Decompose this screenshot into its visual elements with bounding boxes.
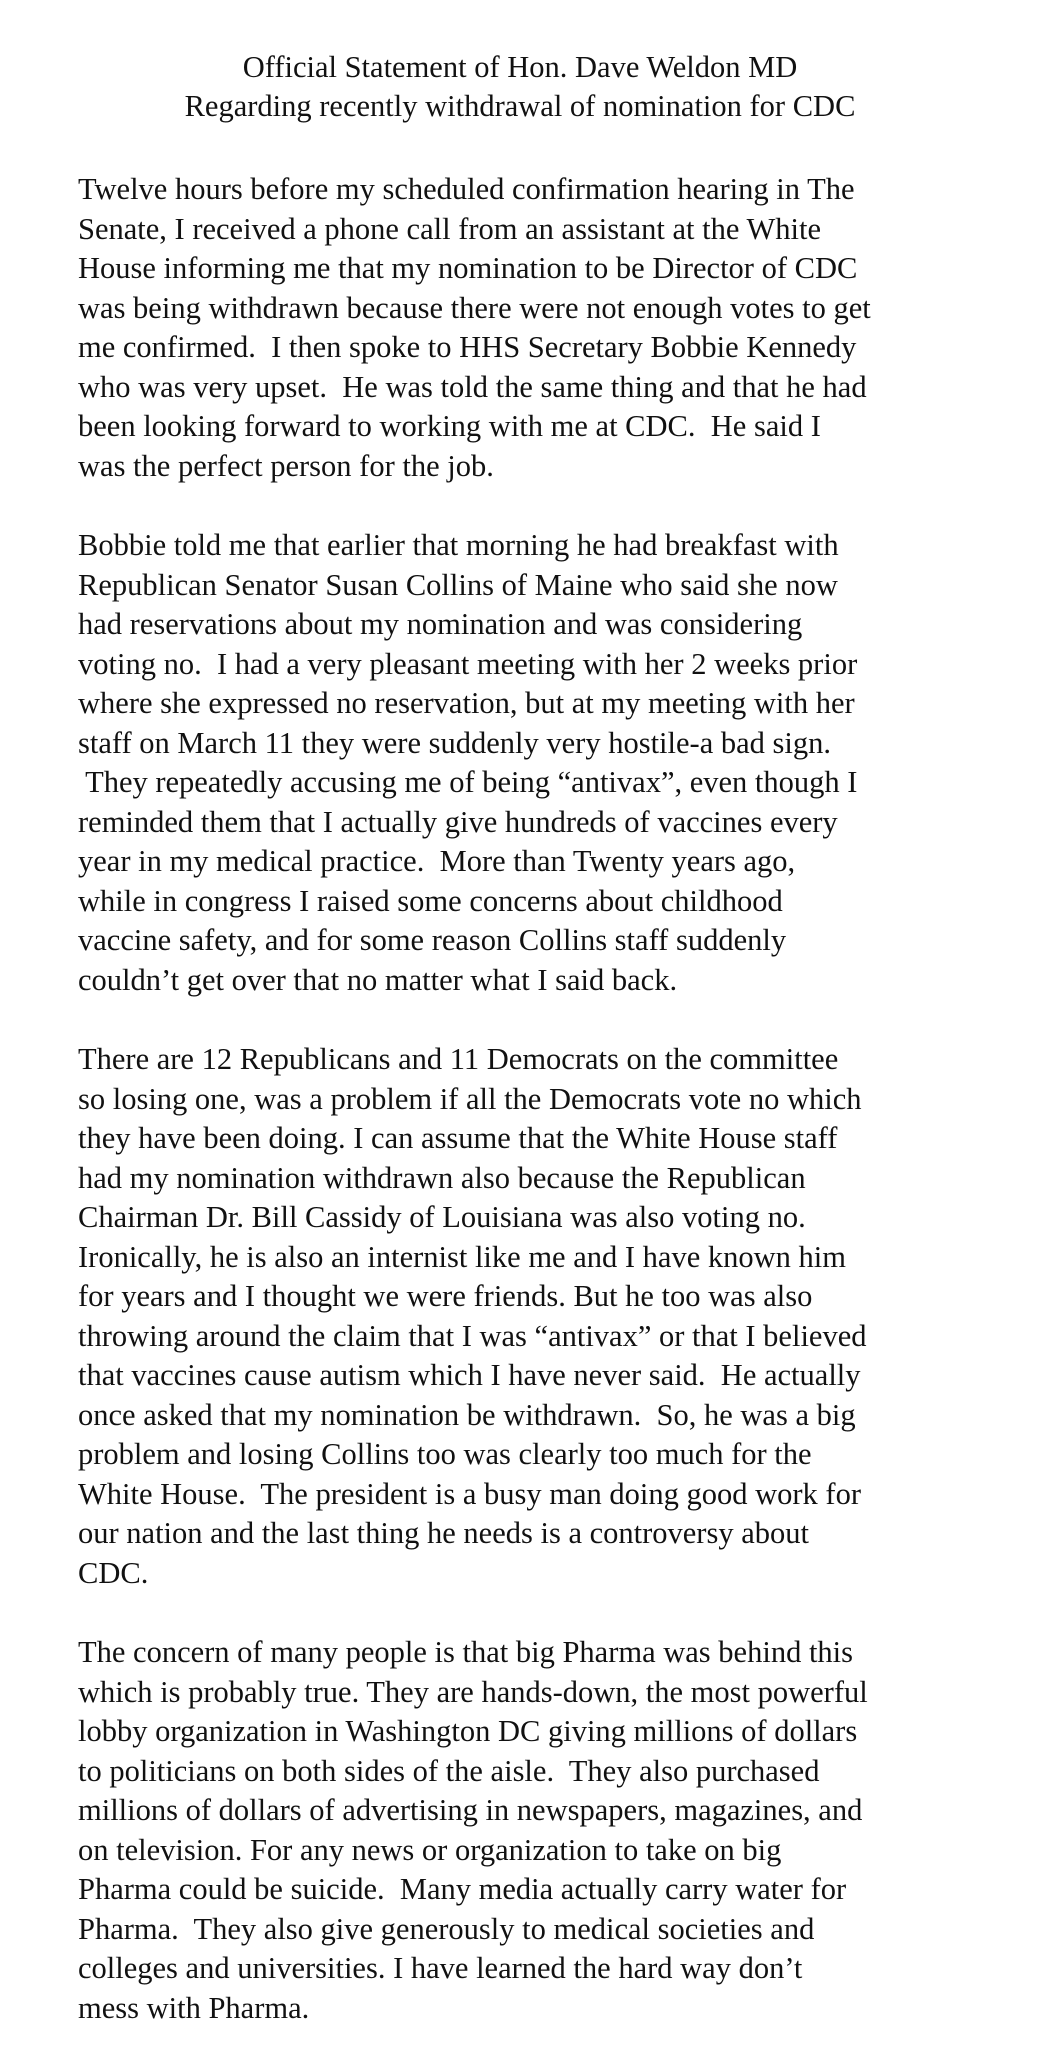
paragraph-pharma-concern [78, 1633, 1038, 2028]
text-line: Chairman Dr. Bill Cassidy of Louisiana was also voting no. [78, 1200, 806, 1234]
text-line: The concern of many people is that big Pharma was behind this [78, 1635, 854, 1669]
text-line: Republican Senator Susan Collins of Maine who said she now [78, 567, 838, 602]
text-line: There are 12 Republicans and 11 Democrats on the committee [78, 1042, 839, 1076]
text-line: staff on March 11 they were suddenly very hostile-a bad sign. [78, 725, 831, 760]
title-line: Official Statement of Hon. Dave Weldon MD [242, 50, 798, 84]
text-line: White House. The president is a busy man doing good work for [78, 1476, 861, 1511]
text-line: millions of dollars of advertising in newspapers, magazines, and [78, 1793, 863, 1827]
text-line: had reservations about my nomination and was considering [78, 607, 803, 641]
paragraph-confirmation-call [78, 170, 1038, 486]
text-line: throwing around the claim that I was “antivax” or that I believed [78, 1318, 867, 1353]
text-line: lobby organization in Washington DC giving millions of dollars [78, 1714, 858, 1748]
text-line: Ironically, he is also an internist like me and I have known him [78, 1239, 846, 1274]
text-line: on television. For any news or organization to take on big [78, 1832, 782, 1867]
text-line: couldn’t get over that no matter what I said back. [78, 962, 678, 997]
text-line: to politicians on both sides of the aisle. They also purchased [78, 1753, 820, 1788]
text-line: once asked that my nomination be withdrawn. So, he was a big [78, 1397, 856, 1432]
text-line: mess with Pharma. [78, 1990, 310, 2025]
text-line: House informing me that my nomination to be Director of CDC [78, 251, 858, 285]
text-line: voting no. I had a very pleasant meeting with her 2 weeks prior [78, 646, 858, 681]
subtitle-line: Regarding recently withdrawal of nomination for CDC [184, 89, 856, 123]
text-line: Senate, I received a phone call from an assistant at the White [78, 211, 822, 246]
text-line: year in my medical practice. More than Twenty years ago, [78, 844, 796, 878]
text-line: had my nomination withdrawn also because the Republican [78, 1160, 806, 1195]
text-line: was the perfect person for the job. [78, 448, 494, 483]
statement-title [0, 48, 1040, 126]
text-line: for years and I thought we were friends. But he too was also [78, 1279, 813, 1313]
text-line: Pharma. They also give generously to medical societies and [78, 1911, 815, 1946]
paragraph-committee-votes [78, 1040, 1038, 1593]
text-line: been looking forward to working with me at CDC. He said I [78, 409, 821, 443]
text-line: who was very upset. He was told the same thing and that he had [78, 369, 867, 404]
paragraph-collins-meeting [78, 526, 1038, 1000]
text-line: colleges and universities. I have learned the hard way don’t [78, 1951, 803, 1985]
text-line: CDC. [78, 1555, 149, 1590]
text-line: where she expressed no reservation, but at my meeting with her [78, 686, 855, 720]
text-line: so losing one, was a problem if all the Democrats vote no which [78, 1081, 862, 1116]
text-line: they have been doing. I can assume that the White House staff [78, 1121, 838, 1155]
text-line: while in congress I raised some concerns about childhood [78, 883, 783, 918]
text-line: They repeatedly accusing me of being “antivax”, even though I [78, 765, 858, 799]
text-line: reminded them that I actually give hundreds of vaccines every [78, 804, 838, 839]
text-line: our nation and the last thing he needs is a controversy about [78, 1516, 809, 1550]
text-line: Bobbie told me that earlier that morning he had breakfast with [78, 528, 839, 562]
text-line: which is probably true. They are hands-down, the most powerful [78, 1674, 868, 1709]
text-line: Pharma could be suicide. Many media actually carry water for [78, 1872, 847, 1906]
text-line: me confirmed. I then spoke to HHS Secretary Bobbie Kennedy [78, 330, 857, 364]
text-line: Twelve hours before my scheduled confirmation hearing in The [78, 172, 855, 206]
text-line: that vaccines cause autism which I have never said. He actually [78, 1358, 861, 1392]
text-line: vaccine safety, and for some reason Collins staff suddenly [78, 923, 787, 957]
text-line: problem and losing Collins too was clearly too much for the [78, 1437, 812, 1471]
text-line: was being withdrawn because there were not enough votes to get [78, 290, 871, 325]
